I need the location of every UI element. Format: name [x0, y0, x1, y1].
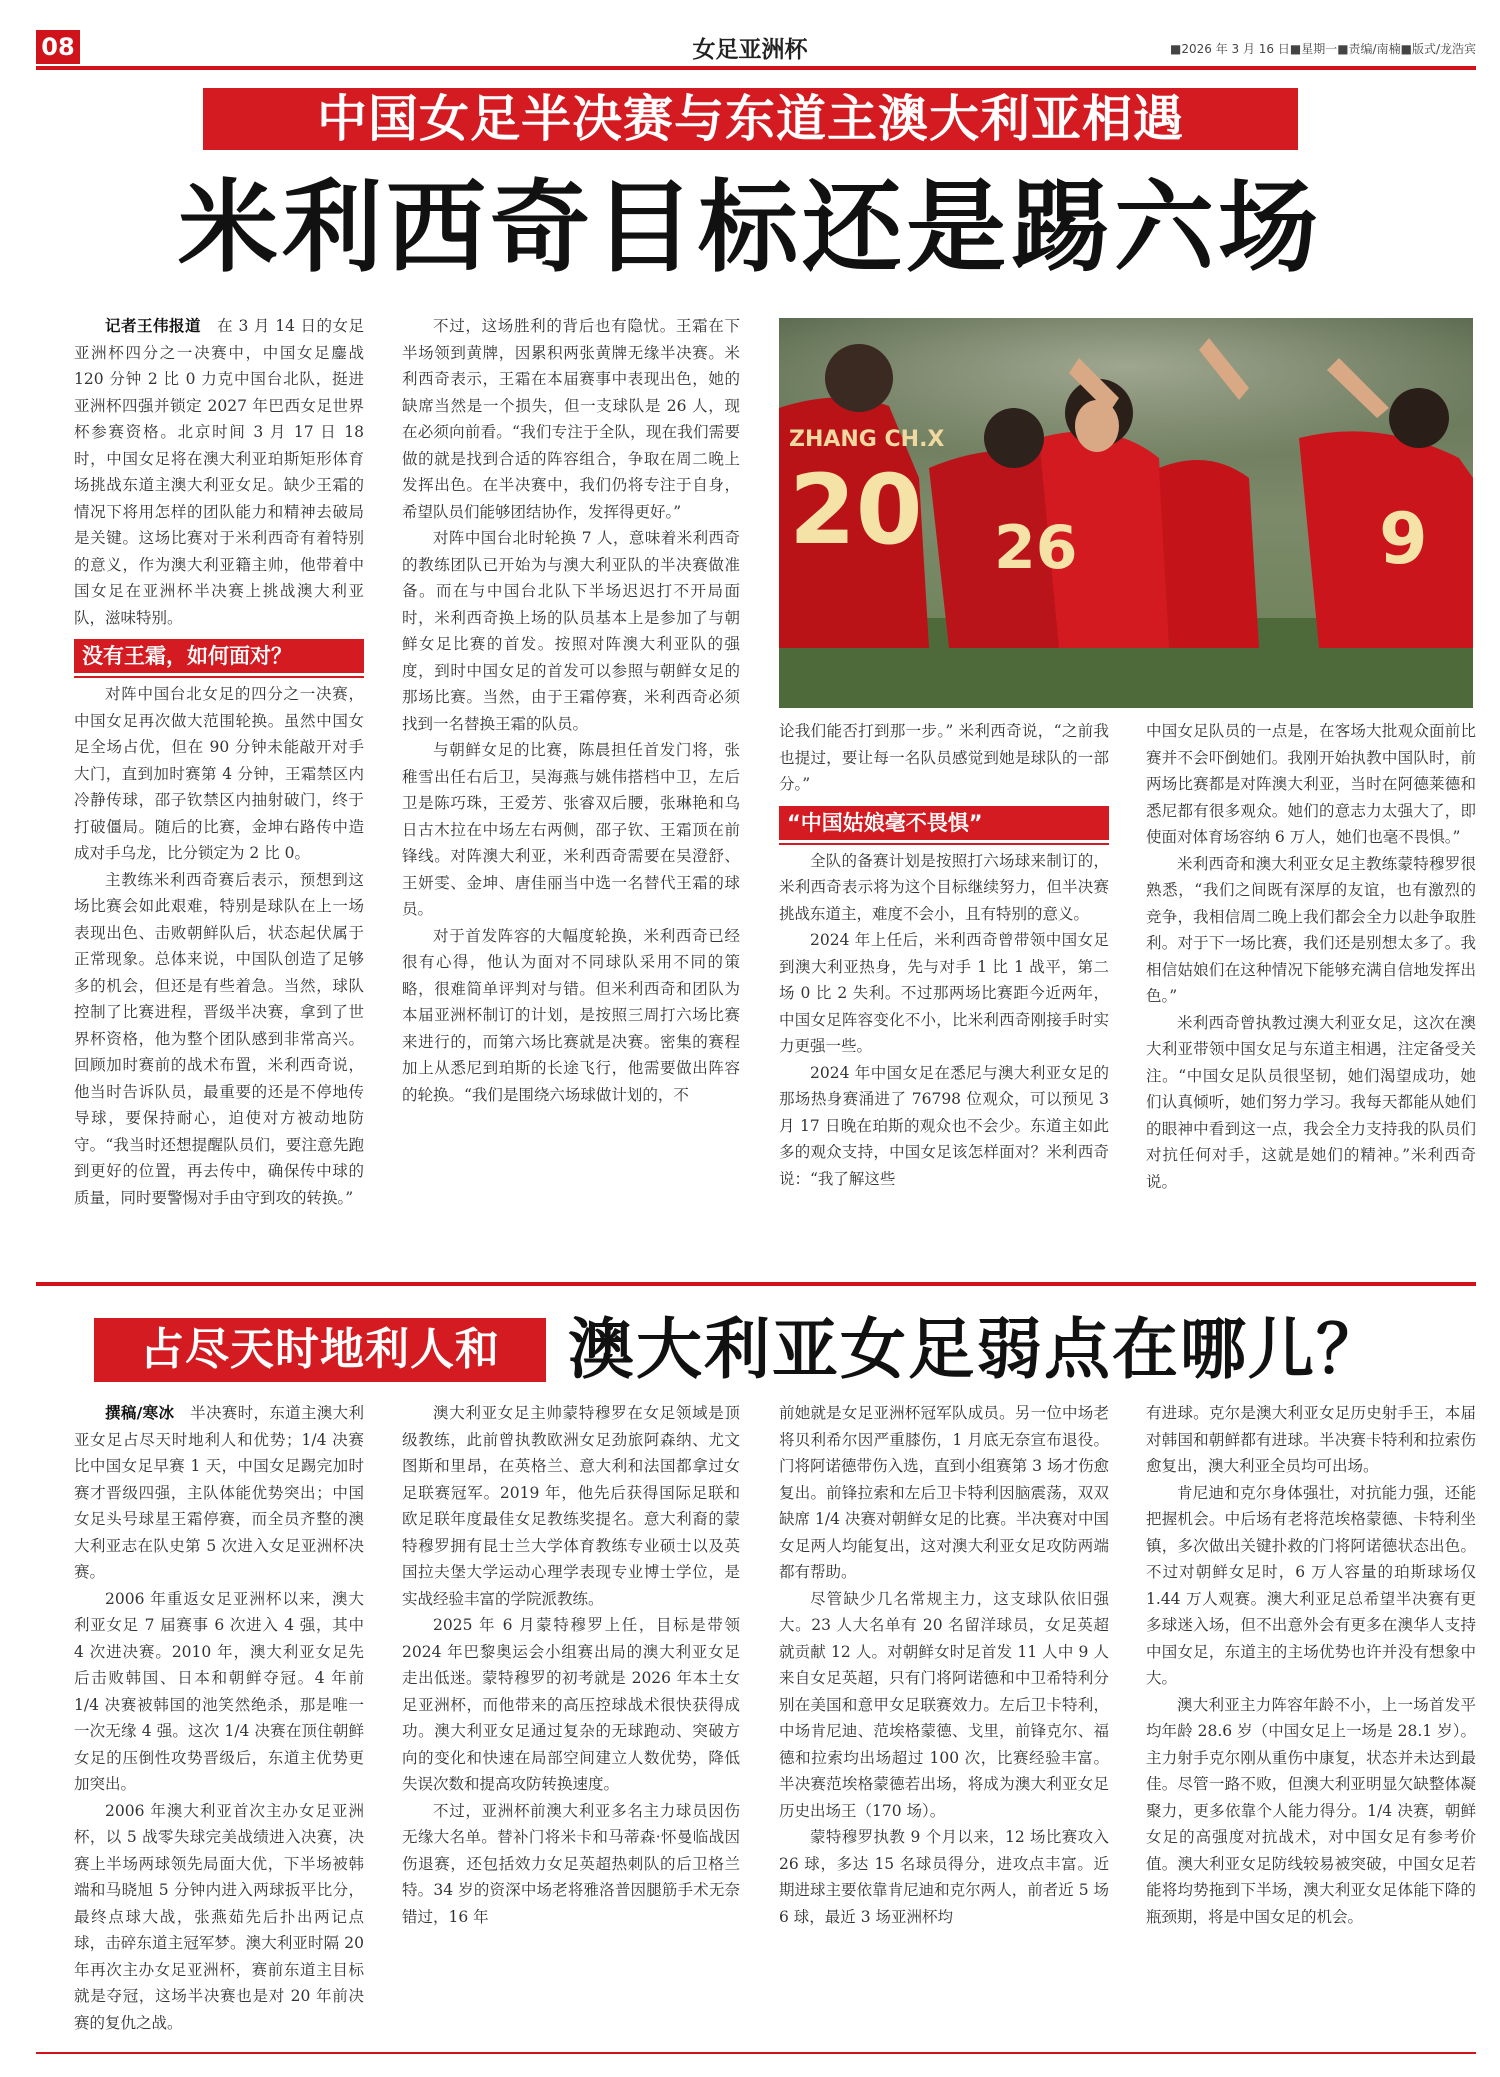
article2-c3-p1: 前她就是女足亚洲杯冠军队成员。另一位中场老将贝利希尔因严重膝伤，1 月底无奈宣布退役。门将阿诺德带伤入选，直到小组赛第 3 场才伤愈复出。前锋拉索和左后卫卡特利因脑震荡，双双缺席 1/4 决赛对朝鲜女足的比赛。半决赛对中国女足两人均能复出，这对澳大利亚女足攻防两端都有帮助。 [779, 1404, 1109, 1581]
article1-c3-p4: 2024 年中国女足在悉尼与澳大利亚女足的那场热身赛涌进了 76798 位观众，可以预见 3 月 17 日晚在珀斯的观众也不会少。东道主如此多的观众支持，中国女足该怎样面对？米利西奇说：“我了解这些 [779, 1063, 1109, 1188]
article1-column-3 [779, 718, 1109, 1192]
article2-column-3 [779, 1400, 1109, 1930]
team-celebration-photo [779, 318, 1473, 708]
article2-c4-p3: 澳大利亚主力阵容年龄不小，上一场首发平均年龄 28.6 岁（中国女足上一场是 28.1 岁）。主力射手克尔刚从重伤中康复，状态并未达到最佳。尽管一路不败，但澳大利亚明显欠缺整体凝聚力，更多依靠个人能力得分。1/4 决赛，朝鲜女足的高强度对抗战术，对中国女足有参考价值。澳大利亚女足防线较易被突破，中国女足若能将均势拖到下半场，澳大利亚女足体能下降的瓶颈期，将是中国女足的机会。 [1146, 1695, 1476, 1926]
article2-c2-p1: 澳大利亚女足主帅蒙特穆罗在女足领域是顶级教练，此前曾执教欧洲女足劲旅阿森纳、尤文图斯和里昂，在英格兰、意大利和法国都拿过女足联赛冠军。2019 年，他先后获得国际足联和欧足联年度最佳女足教练奖提名。意大利裔的蒙特穆罗拥有昆士兰大学体育教练专业硕士以及英国拉夫堡大学运动心理学表现专业博士学位，是实战经验丰富的学院派教练。 [402, 1404, 740, 1608]
article1-headline: 米利西奇目标还是踢六场 [178, 169, 1322, 286]
article1-column-1 [74, 313, 364, 1211]
jersey-name-text: ZHANG CH.X [789, 427, 945, 452]
article1-c4-p1: 中国女足队员的一点是，在客场大批观众面前比赛并不会吓倒她们。我刚开始执教中国队时，前两场比赛都是对阵澳大利亚，当时在阿德莱德和悉尼都有很多观众。她们的意志力太强大了，即使面对体育场容纳 6 万人，她们也毫不畏惧。” [1146, 722, 1476, 846]
jersey-number-26: 26 [994, 513, 1078, 583]
article1-c2-p1: 不过，这场胜利的背后也有隐忧。王霜在下半场领到黄牌，因累积两张黄牌无缘半决赛。米利西奇表示，王霜在本届赛事中表现出色，她的缺席当然是一个损失，但一支球队是 26 人，现在必须向前看。“我们专注于全队，现在我们需要做的就是找到合适的阵容组合，争取在周二晚上发挥出色。在半决赛中，我们仍将专注于自身，希望队员们能够团结协作，发挥得更好。” [402, 317, 740, 521]
article1-kicker: 中国女足半决赛与东道主澳大利亚相遇 [203, 88, 1298, 150]
jersey-number-9: 9 [1379, 498, 1428, 580]
article1-c3-p2: 全队的备赛计划是按照打六场球来制订的，米利西奇表示将为这个目标继续努力，但半决赛挑战东道主，难度不会小，且有特别的意义。 [779, 851, 1109, 923]
article1-subhead-1: 没有王霜，如何面对？ [74, 639, 364, 673]
article2-byline: 撰稿/寒冰 [105, 1404, 175, 1422]
article2-column-4 [1146, 1400, 1476, 1930]
section-title: 女足亚洲杯 [692, 37, 808, 63]
article1-c2-p2: 对阵中国台北时轮换 7 人，意味着米利西奇的教练团队已开始为与澳大利亚队的半决赛做准备。而在与中国台北队下半场迟迟打不开局面时，米利西奇换上场的队员基本上是参加了与朝鲜女足比赛的首发。按照对阵澳大利亚队的强度，到时中国女足的首发可以参照与朝鲜女足的那场比赛。当然，由于王霜停赛，米利西奇必须找到一名替换王霜的队员。 [402, 529, 740, 733]
article2-column-2 [402, 1400, 740, 1930]
bottom-rule [36, 2052, 1476, 2054]
jersey-number-20: 20 [789, 454, 923, 566]
article1-c4-p3: 米利西奇曾执教过澳大利亚女足，这次在澳大利亚带领中国女足与东道主相遇，注定备受关注。“中国女足队员很坚韧，她们渴望成功，她们认真倾听，她们努力学习。我每天都能从她们的眼神中看到这一点，我会全力支持我的队员们对抗任何对手，这就是她们的精神。”米利西奇说。 [1146, 1013, 1476, 1191]
article2-c4-p1: 有进球。克尔是澳大利亚女足历史射手王，本届对韩国和朝鲜都有进球。半决赛卡特利和拉索伤愈复出，澳大利亚全员均可出场。 [1146, 1404, 1476, 1475]
page-number: 08 [36, 30, 80, 64]
date-info: ■2026 年 3 月 16 日■星期一■责编/南楠■版式/龙浩宾 [1170, 42, 1476, 56]
article1-byline: 记者王伟报道 [105, 317, 202, 335]
article2-c2-p2: 2025 年 6 月蒙特穆罗上任，目标是带领 2024 年巴黎奥运会小组赛出局的澳大利亚女足走出低迷。蒙特穆罗的初考就是 2026 年本土女足亚洲杯，而他带来的高压控球战术很快获得成功。澳大利亚女足通过复杂的无球跑动、突破方向的变化和快速在局部空间建立人数优势，降低失误次数和提高攻防转换速度。 [402, 1616, 740, 1793]
article2-headline: 澳大利亚女足弱点在哪儿？ [568, 1311, 1384, 1388]
article1-subhead-2: “中国姑娘毫不畏惧” [779, 806, 1109, 840]
article1-c1-p2: 对阵中国台北女足的四分之一决赛，中国女足再次做大范围轮换。虽然中国女足全场占优，但在 90 分钟未能敲开对手大门，直到加时赛第 4 分钟，王霜禁区内冷静传球，邵子钦禁区内抽射破门，终于打破僵局。随后的比赛，金坤右路传中造成对手乌龙，比分锁定为 2 比 0。 [74, 685, 364, 862]
article1-column-4 [1146, 718, 1476, 1195]
article1-c3-p3: 2024 年上任后，米利西奇曾带领中国女足到澳大利亚热身，先与对手 1 比 1 战平，第二场 0 比 2 失利。不过那两场比赛距今近两年，中国女足阵容变化不小，比米利西奇刚接手时实力更强一些。 [779, 931, 1109, 1055]
article1-c2-p4: 对于首发阵容的大幅度轮换，米利西奇已经很有心得，他认为面对不同球队采用不同的策略，很难简单评判对与错。但米利西奇和团队为本届亚洲杯制订的计划，是按照三周打六场比赛来进行的，而第六场比赛就是决赛。密集的赛程加上从悉尼到珀斯的长途飞行，他需要做出阵容的轮换。“我们是围绕六场球做计划的，不 [402, 926, 740, 1104]
article1-c2-p3: 与朝鲜女足的比赛，陈晨担任首发门将，张稚雪出任右后卫，吴海燕与姚伟搭档中卫，左后卫是陈巧珠，王爱芳、张睿双后腰，张琳艳和乌日古木拉在中场左右两侧，邵子钦、王霜顶在前锋线。对阵澳大利亚，米利西奇需要在吴澄舒、王妍雯、金坤、唐佳丽当中选一名替代王霜的球员。 [402, 741, 740, 918]
article1-c1-p3: 主教练米利西奇赛后表示，预想到这场比赛会如此艰难，特别是球队在上一场表现出色、击败朝鲜队后，状态起伏属于正常现象。总体来说，中国队创造了足够多的机会，但还是有些着急。当然，球队控制了比赛进程，晋级半决赛，拿到了世界杯资格，他为整个团队感到非常高兴。回顾加时赛前的战术布置，米利西奇说，他当时告诉队员，最重要的还是不停地传导球，要保持耐心，迫使对方被动地防守。“我当时还想提醒队员们，要注意先跑到更好的位置，再去传中，确保传中球的质量，同时要警惕对手由守到攻的转换。” [74, 870, 364, 1207]
article2-c4-p2: 肯尼迪和克尔身体强壮，对抗能力强，还能把握机会。中后场有老将范埃格蒙德、卡特利坐镇，多次做出关键扑救的门将阿诺德状态出色。不过对朝鲜女足时，6 万人容量的珀斯球场仅 1.44 万人观赛。澳大利亚足总希望半决赛有更多球迷入场，但不出意外会有更多在澳华人支持中国女足，东道主的主场优势也许并没有想象中大。 [1146, 1483, 1476, 1687]
header-rule [36, 66, 1476, 70]
article2-c1-p2: 2006 年重返女足亚洲杯以来，澳大利亚女足 7 届赛事 6 次进入 4 强，其中 4 次进决赛。2010 年，澳大利亚女足先后击败韩国、日本和朝鲜夺冠。4 年前 1/4 决赛被韩国的池笑然绝杀，那是唯一一次无缘 4 强。这次 1/4 决赛在顶住朝鲜女足的压倒性攻势晋级后，东道主优势更加突出。 [74, 1589, 364, 1793]
article2-c3-p2: 尽管缺少几名常规主力，这支球队依旧强大。23 人大名单有 20 名留洋球员，女足英超就贡献 12 人。对朝鲜女时足首发 11 人中 9 人来自女足英超，只有门将阿诺德和中卫希特利分别在美国和意甲女足联赛效力。左后卫卡特利，中场肯尼迪、范埃格蒙德、戈里，前锋克尔、福德和拉索均出场超过 100 次，比赛经验丰富。半决赛范埃格蒙德若出场，将成为澳大利亚女足历史出场王（170 场）。 [779, 1589, 1109, 1820]
article2-kicker: 占尽天时地利人和 [94, 1318, 546, 1382]
article1-c3-p1: 论我们能否打到那一步。” 米利西奇说，“之前我也提过，要让每一名队员感觉到她是球队的一部分。” [779, 722, 1109, 793]
article1-c4-p2: 米利西奇和澳大利亚女足主教练蒙特穆罗很熟悉，“我们之间既有深厚的友谊，也有激烈的竞争，我相信周二晚上我们都会全力以赴争取胜利。对于下一场比赛，我们还是别想太多了。我相信姑娘们在这种情况下能够充满自信地发挥出色。” [1146, 854, 1476, 1005]
article2-c3-p3: 蒙特穆罗执教 9 个月以来，12 场比赛攻入 26 球，多达 15 名球员得分，进攻点丰富。近期进球主要依靠肯尼迪和克尔两人，前者近 5 场 6 球，最近 3 场亚洲杯均 [779, 1828, 1109, 1926]
article2-c1-p1: 半决赛时，东道主澳大利亚女足占尽天时地利人和优势；1/4 决赛比中国女足早赛 1 天，中国女足踢完加时赛才晋级四强，主队体能优势突出；中国女足头号球星王霜停赛，而全员齐整的澳大利亚志在队史第 5 次进入女足亚洲杯决赛。 [74, 1404, 364, 1581]
article2-c1-p3: 2006 年澳大利亚首次主办女足亚洲杯，以 5 战零失球完美战绩进入决赛，决赛上半场两球领先局面大优，下半场被韩端和马晓旭 5 分钟内进入两球扳平比分，最终点球大战，张燕茹先后扑出两记点球，击碎东道主冠军梦。澳大利亚时隔 20 年再次主办女足亚洲杯，赛前东道主目标就是夺冠，这场半决赛也是对 20 年前决赛的复仇之战。 [74, 1801, 364, 2032]
article1-column-2 [402, 313, 740, 1108]
section-divider [36, 1282, 1476, 1286]
article1-c1-p1: 在 3 月 14 日的女足亚洲杯四分之一决赛中，中国女足鏖战 120 分钟 2 比 0 力克中国台北队，挺进亚洲杯四强并锁定 2027 年巴西女足世界杯参赛资格。北京时间 3 月 17 日 18 时，中国女足将在澳大利亚珀斯矩形体育场挑战东道主澳大利亚女足。缺少王霜的情况下将用怎样的团队能力和精神去破局是关键。这场比赛对于米利西奇有着特别的意义，作为澳大利亚籍主帅，他带着中国女足在亚洲杯半决赛上挑战澳大利亚队，滋味特别。 [74, 317, 364, 627]
article2-c2-p3: 不过，亚洲杯前澳大利亚多名主力球员因伤无缘大名单。替补门将米卡和马蒂森·怀曼临战因伤退赛，还包括效力女足英超热刺队的后卫格兰特。34 岁的资深中场老将雅洛普因腿筋手术无奈错过，16 年 [402, 1801, 740, 1926]
article2-column-1 [74, 1400, 364, 2036]
